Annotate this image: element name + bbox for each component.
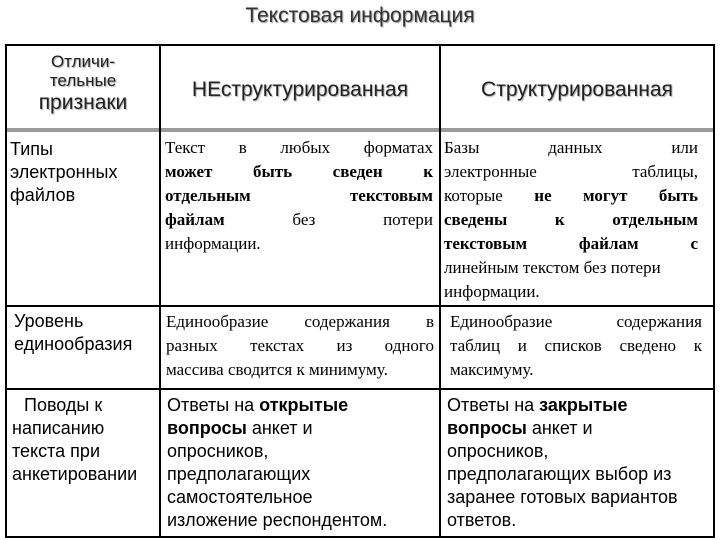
row1-structured-line6: линейным текстом без потери <box>444 258 661 277</box>
column-divider-1 <box>5 44 7 538</box>
row2-label-line2: единообразия <box>14 334 133 354</box>
row1-unstructured <box>165 136 433 256</box>
row2-structured-line3: максимуму. <box>450 360 534 379</box>
row3-structured <box>447 394 711 532</box>
row3-structured-c: вопросы <box>447 418 527 438</box>
row1-structured-line1: Базы данных или <box>444 138 698 157</box>
row1-structured-line4: сведены к отдельным <box>444 210 698 229</box>
row3-structured-d: анкет и <box>526 418 593 438</box>
row3-structured-line3: опросников, <box>447 441 549 461</box>
row1-unstructured-line1: Текст в любых форматах <box>165 138 433 157</box>
row3-structured-line4: предполагающих выбор из <box>447 464 672 484</box>
row1-structured-l3c: могут быть <box>583 186 699 205</box>
row1-structured-line2: электронные таблицы, <box>444 162 698 181</box>
row1-unstructured-l4b: без <box>292 210 316 229</box>
row2-unstructured-line1: Единообразие содержания в <box>166 312 434 331</box>
row3-structured-line1 <box>447 394 711 417</box>
row1-unstructured-l4c: потери <box>383 210 434 229</box>
header-features-line2: тельные <box>49 71 117 90</box>
row3-label-line3: текста при <box>12 441 100 461</box>
row1-label-line2: электронных <box>10 162 118 182</box>
row2-structured <box>450 310 702 382</box>
row3-unstructured-c: вопросы <box>167 418 247 438</box>
row1-structured-line5: текстовым файлам с <box>444 234 698 253</box>
row2-structured-line2: таблиц и списков сведено к <box>450 336 702 355</box>
row3-unstructured-line3: опросников, <box>167 441 269 461</box>
row2-label-line1: Уровень <box>14 311 84 331</box>
row1-unstructured-line5: информации. <box>165 234 261 253</box>
row3-structured-line2 <box>447 417 711 440</box>
header-features-line1: Отличи- <box>50 52 116 71</box>
row3-structured-line5: заранее готовых вариантов <box>447 487 678 507</box>
row1-unstructured-line2: может быть сведен к <box>165 162 433 181</box>
row1-structured-line3 <box>444 184 698 208</box>
table-top-border <box>5 44 715 46</box>
row3-structured-a: Ответы на <box>447 395 540 415</box>
row1-label-line3: файлов <box>10 185 76 205</box>
header-features <box>7 52 159 116</box>
row3-unstructured <box>167 394 437 532</box>
row2-label <box>14 310 159 356</box>
row3-unstructured-line5: самостоятельное <box>167 487 313 507</box>
row3-unstructured-line6: изложение респондентом. <box>167 510 388 530</box>
row3-label-line1: Поводы к <box>24 395 103 415</box>
header-features-line3: признаки <box>38 91 128 114</box>
row3-label-line2: написанию <box>12 418 105 438</box>
row3-unstructured-a: Ответы на <box>167 395 260 415</box>
row-divider-2 <box>5 388 715 390</box>
row1-unstructured-l4a: файлам <box>165 210 225 229</box>
row3-unstructured-line4: предполагающих <box>167 464 311 484</box>
column-divider-3 <box>439 44 441 538</box>
row3-unstructured-b: открытые <box>259 395 349 415</box>
header-structured: Структурированная <box>481 78 673 101</box>
column-divider-2 <box>159 44 161 538</box>
row1-structured-line7: информации. <box>444 282 540 301</box>
header-unstructured: НЕструктурированная <box>191 78 409 101</box>
row3-unstructured-d: анкет и <box>246 418 313 438</box>
row2-unstructured-line2: разных текстах из одного <box>166 336 434 355</box>
row1-structured <box>444 136 698 304</box>
row3-structured-line6: ответов. <box>447 510 517 530</box>
row3-structured-b: закрытые <box>539 395 628 415</box>
column-divider-4 <box>713 44 715 538</box>
row1-label <box>10 138 158 207</box>
row1-label-line1: Типы <box>10 139 53 159</box>
row1-structured-l3a: которые <box>444 186 503 205</box>
row3-label <box>12 394 159 486</box>
row3-label-line4: анкетировании <box>12 464 138 484</box>
row3-unstructured-line2 <box>167 417 437 440</box>
row2-unstructured <box>166 310 434 382</box>
row1-structured-l3b: не <box>534 186 552 205</box>
row2-unstructured-line3: массива сводится к минимуму. <box>166 360 388 379</box>
row1-unstructured-line3: отдельным текстовым <box>165 186 433 205</box>
table-bottom-border <box>5 536 715 538</box>
row-divider-1 <box>5 305 715 307</box>
row3-unstructured-line1 <box>167 394 437 417</box>
header-shadow <box>5 128 715 132</box>
page-title: Текстовая информация <box>245 4 475 27</box>
row1-unstructured-line4 <box>165 208 433 232</box>
row2-structured-line1: Единообразие содержания <box>450 312 702 331</box>
